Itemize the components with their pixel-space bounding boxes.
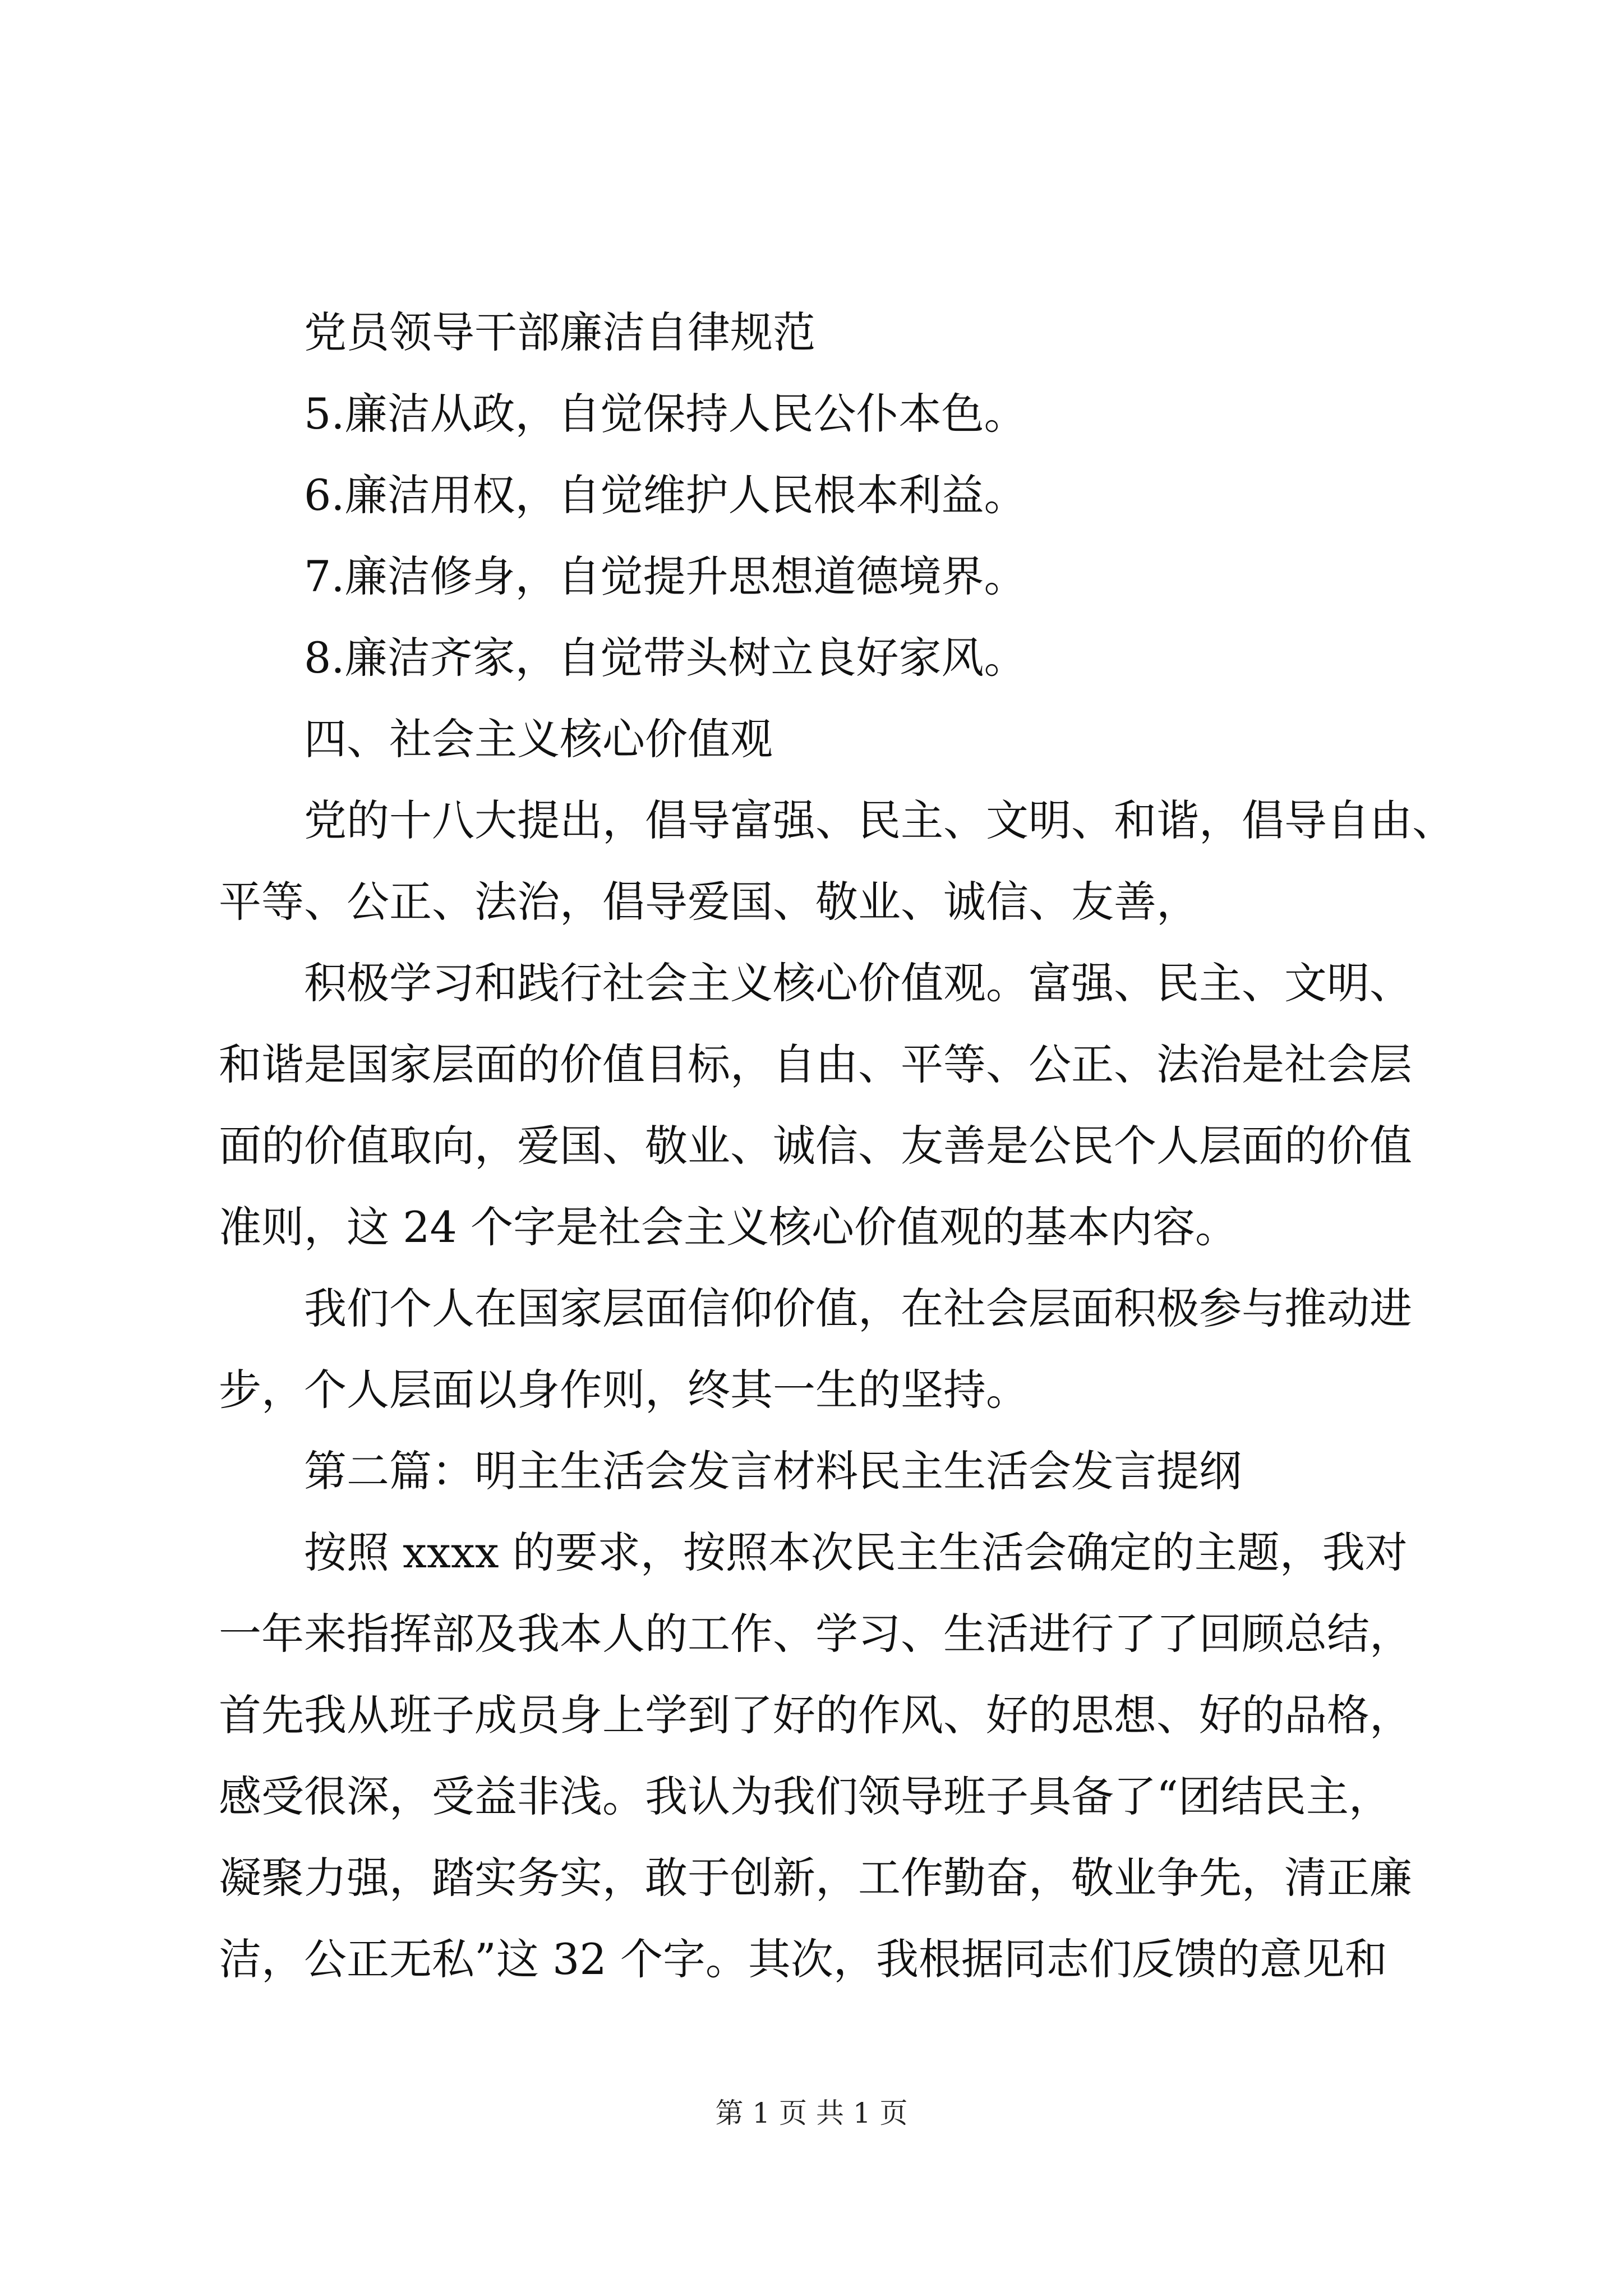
paragraph-line: 党的十八大提出，倡导富强、民主、文明、和谐，倡导自由、 [304,795,1455,845]
paragraph-line: 平等、公正、法治，倡导爱国、敬业、诚信、友善， [219,877,1199,927]
paragraph-line: 按照 xxxx 的要求，按照本次民主生活会确定的主题，我对 [304,1527,1408,1577]
paragraph-line: 凝聚力强，踏实务实，敢于创新，工作勤奋，敬业争先，清正廉 [219,1853,1412,1903]
list-item: 5.廉洁从政，自觉保持人民公仆本色。 [304,389,1027,439]
paragraph-line: 一年来指挥部及我本人的工作、学习、生活进行了了回顾总结， [219,1609,1412,1659]
paragraph-line: 准则，这 24 个字是社会主义核心价值观的基本内容。 [219,1202,1238,1252]
list-item: 7.廉洁修身，自觉提升思想道德境界。 [304,551,1027,601]
paragraph-line: 首先我从班子成员身上学到了好的作风、好的思想、好的品格， [219,1690,1412,1740]
paragraph-line: 感受很深，受益非浅。我认为我们领导班子具备了“团结民主， [219,1772,1391,1821]
section-heading: 四、社会主义核心价值观 [304,714,773,764]
paragraph-line: 我们个人在国家层面信仰价值，在社会层面积极参与推动进 [304,1283,1412,1333]
section-title: 党员领导干部廉洁自律规范 [304,307,815,357]
article-title: 第二篇：明主生活会发言材料民主生活会发言提纲 [304,1446,1242,1496]
paragraph-line: 步，个人层面以身作则，终其一生的坚持。 [219,1365,1029,1415]
paragraph-line: 积极学习和践行社会主义核心价值观。富强、民主、文明、 [304,958,1412,1008]
document-body [219,292,1455,2000]
paragraph-line: 和谐是国家层面的价值目标，自由、平等、公正、法治是社会层 [219,1039,1412,1089]
page-number-footer: 第 1 页 共 1 页 [715,2097,908,2129]
list-item: 8.廉洁齐家，自觉带头树立良好家风。 [304,633,1027,683]
paragraph-line: 面的价值取向，爱国、敬业、诚信、友善是公民个人层面的价值 [219,1121,1412,1171]
list-item: 6.廉洁用权，自觉维护人民根本利益。 [304,470,1027,520]
paragraph-line: 洁，公正无私”这 32 个字。其次，我根据同志们反馈的意见和 [219,1934,1387,1984]
